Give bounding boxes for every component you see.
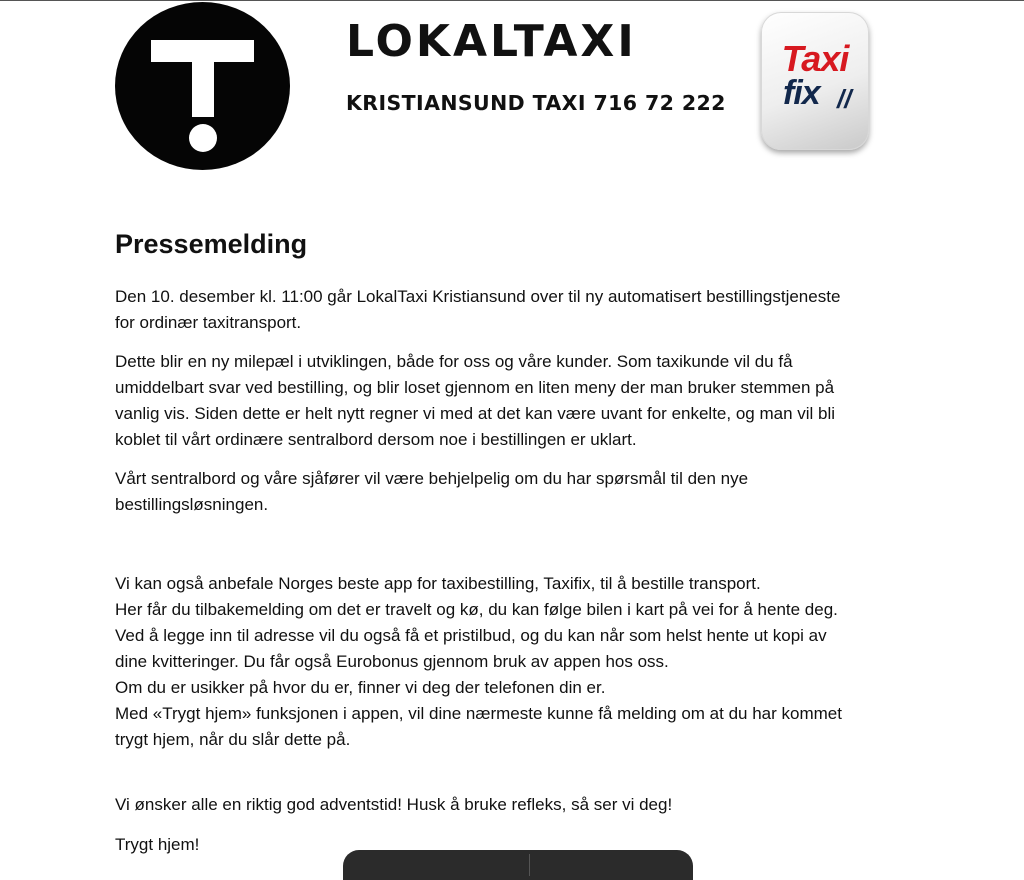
- text-line: for ordinær taxitransport.: [115, 313, 302, 332]
- text-line: Vårt sentralbord og våre sjåfører vil være behjelpelig om du har spørsmål til den nye: [115, 469, 749, 488]
- app-icon-line1: Taxi: [781, 38, 849, 79]
- text-line: Dette blir en ny milepæl i utviklingen, både for oss og våre kunder. Som taxikunde vil du få: [115, 352, 793, 371]
- text-line: Om du er usikker på hvor du er, finner vi deg der telefonen din er.: [115, 678, 606, 697]
- app-icon-line2: fix: [783, 74, 820, 112]
- text-line: Ved å legge inn til adresse vil du også få et pristilbud, og du kan når som helst hente ut kopi av: [115, 626, 827, 645]
- text-line: Med «Trygt hjem» funksjonen i appen, vil dine nærmeste kunne få melding om at du har kommet: [115, 704, 842, 723]
- lokaltaxi-t-logo-icon: [115, 2, 290, 170]
- logo-t-dot: [189, 124, 217, 152]
- text-line: vanlig vis. Siden dette er helt nytt regner vi med at det kan være uvant for enkelte, og man vil bli: [115, 404, 836, 423]
- text-line: umiddelbart svar ved bestilling, og blir loset gjennom en liten meny der man bruker stemmen på: [115, 378, 835, 397]
- brand-name: LOKALTAXI: [346, 16, 637, 67]
- text-line: trygt hjem, når du slår dette på.: [115, 730, 351, 749]
- logo-t-bar: [151, 40, 254, 62]
- top-border: [0, 0, 1024, 1]
- toolbar-divider: [529, 854, 530, 876]
- paragraph-greeting: Vi ønsker alle en riktig god adventstid! Husk å bruke refleks, så ser vi deg!: [115, 795, 673, 814]
- brand-subtitle: KRISTIANSUND TAXI 716 72 222: [346, 91, 726, 115]
- taxifix-app-icon: [761, 12, 869, 150]
- text-line: Den 10. desember kl. 11:00 går LokalTaxi Kristiansund over til ny automatisert bestillingstjeneste: [115, 287, 841, 306]
- logo-t-stem: [192, 60, 214, 117]
- paragraph-announcement: [115, 284, 927, 336]
- paragraph-support: [115, 466, 927, 518]
- text-line: Her får du tilbakemelding om det er travelt og kø, du kan følge bilen i kart på vei for å hente deg.: [115, 600, 838, 619]
- page-title: Pressemelding: [115, 229, 308, 259]
- paragraph-milestone: [115, 349, 927, 453]
- viewer-toolbar[interactable]: [343, 850, 693, 880]
- text-line: koblet til vårt ordinære sentralbord dersom noe i bestillingen er uklart.: [115, 430, 637, 449]
- text-line: Vi kan også anbefale Norges beste app for taxibestilling, Taxifix, til å bestille transport.: [115, 574, 761, 593]
- closing-line: Trygt hjem!: [115, 835, 200, 854]
- text-line: dine kvitteringer. Du får også Eurobonus gjennom bruk av appen hos oss.: [115, 652, 669, 671]
- text-line: bestillingsløsningen.: [115, 495, 269, 514]
- paragraph-app-recommendation: [115, 571, 927, 753]
- app-icon-mark: //: [837, 84, 852, 114]
